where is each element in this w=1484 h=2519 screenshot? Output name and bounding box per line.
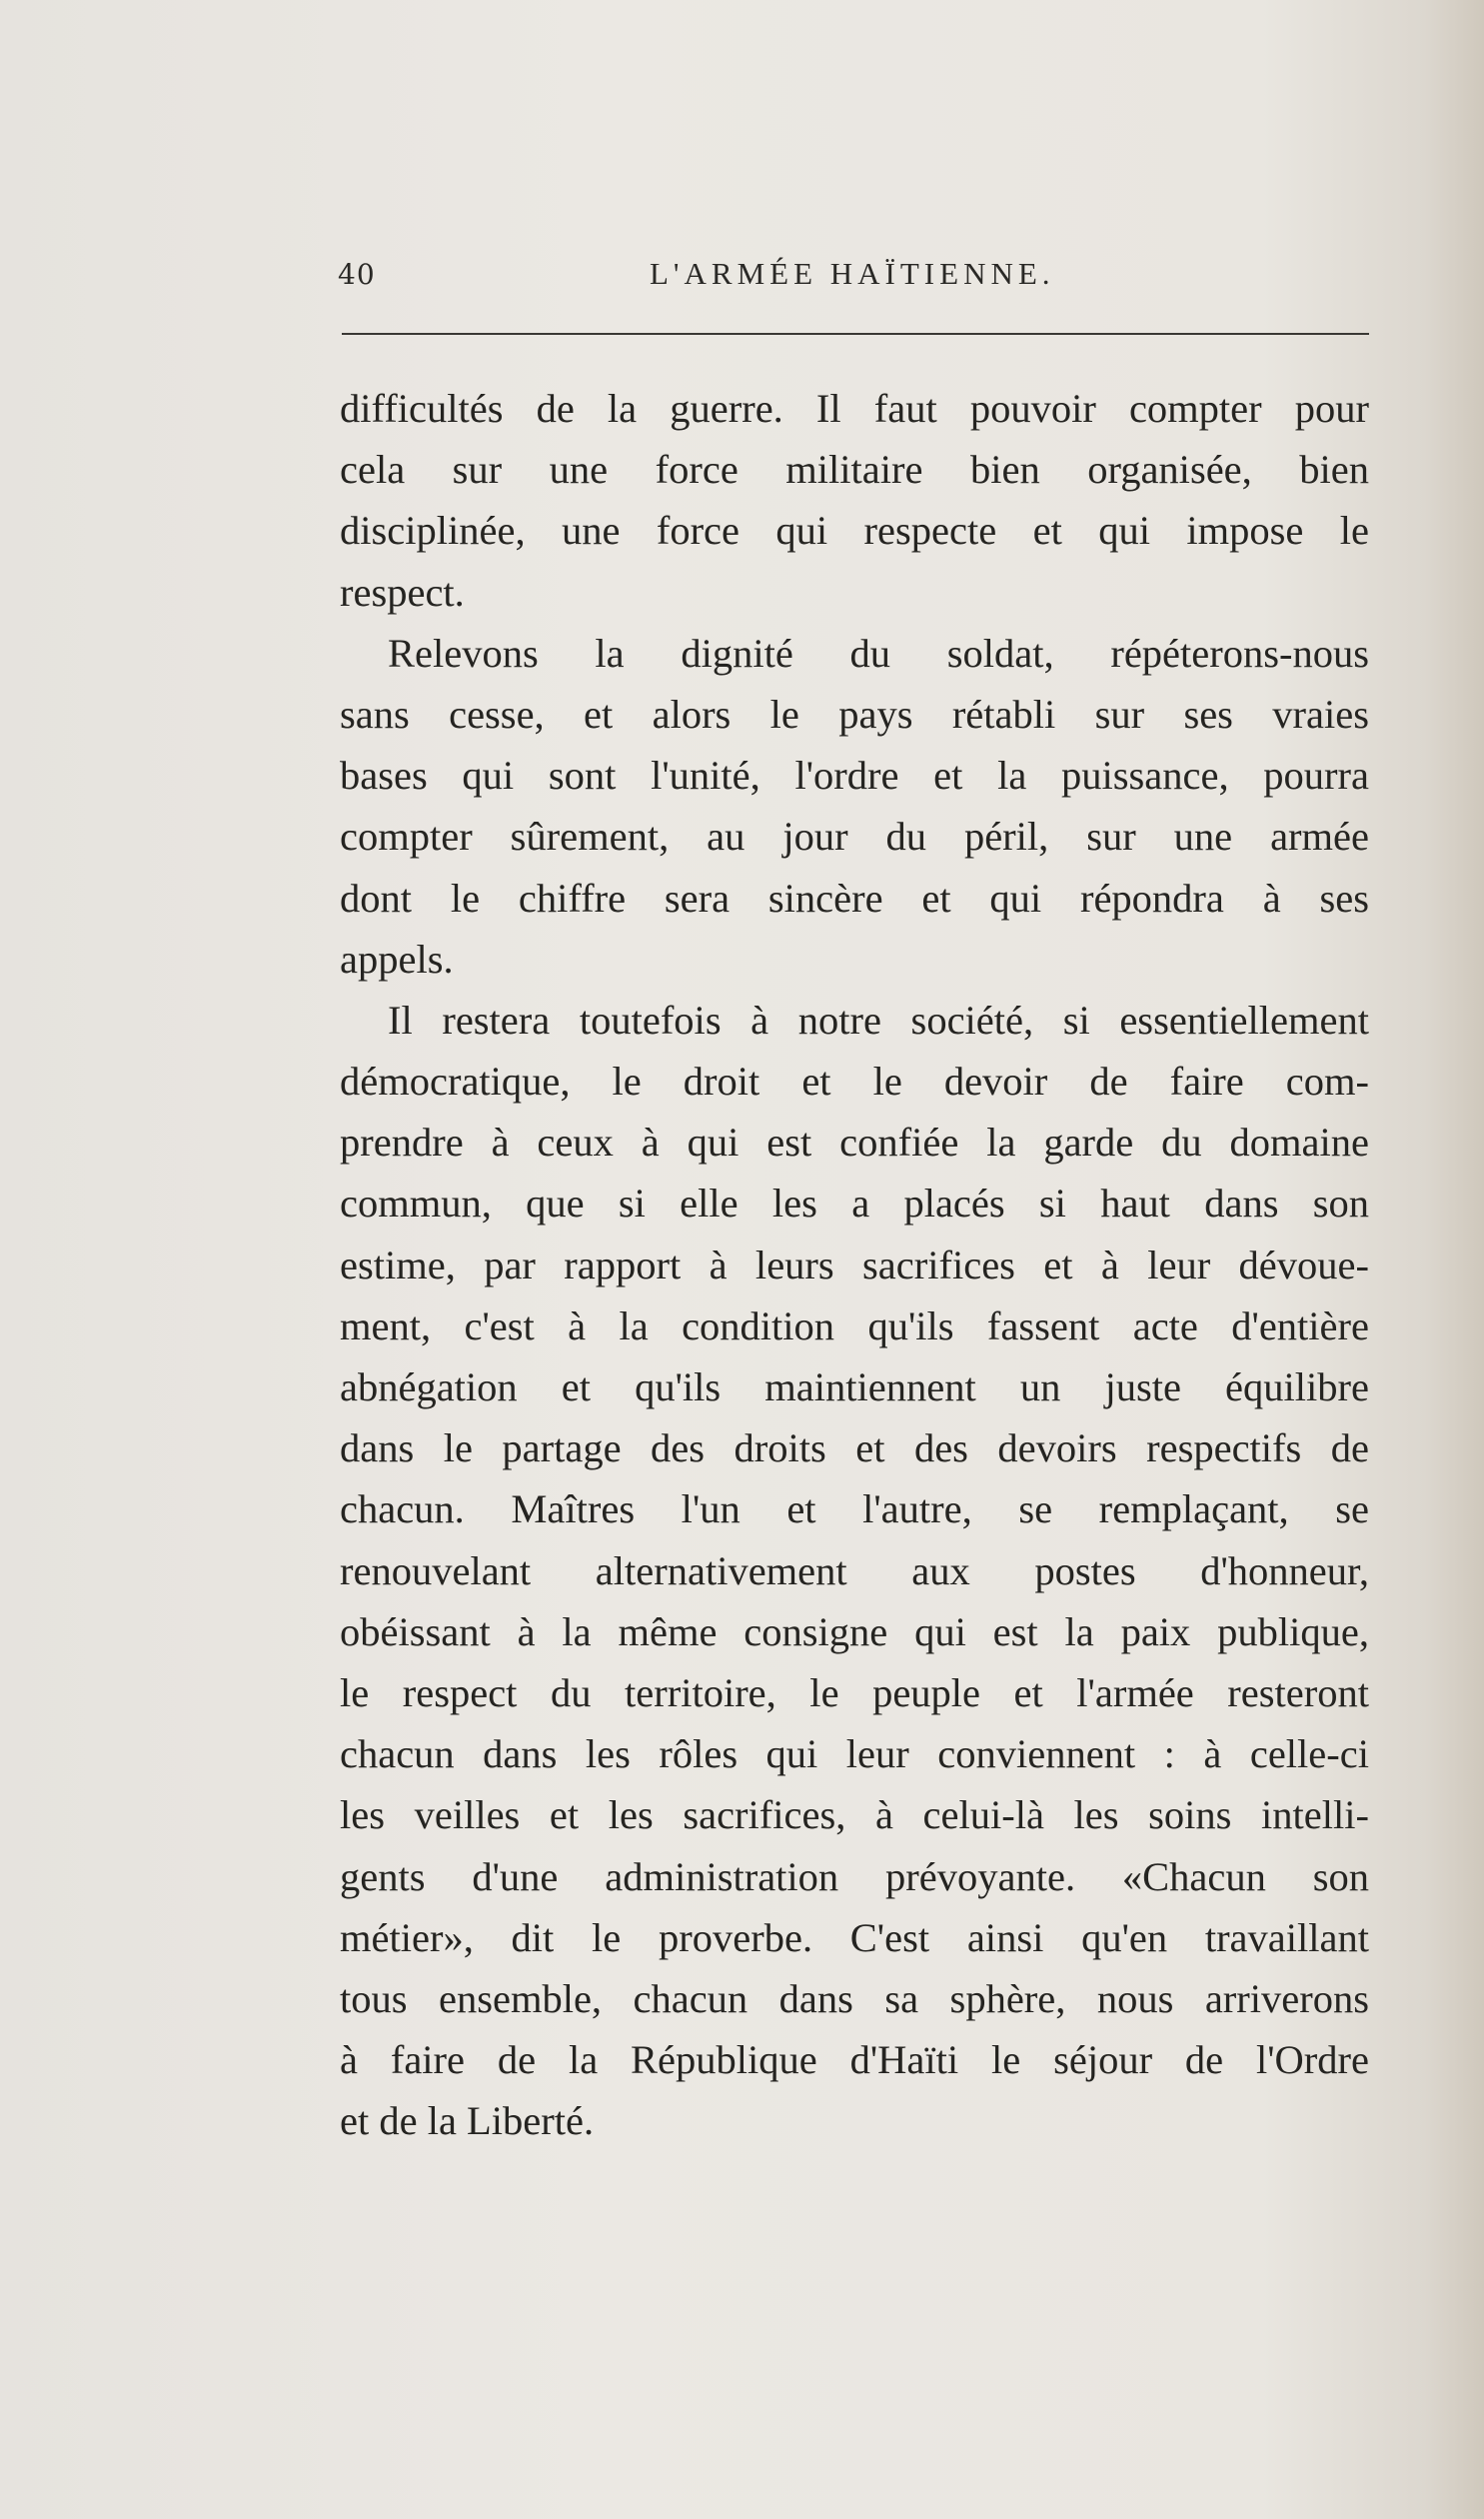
text-line: chacun. Maîtres l'un et l'autre, se remplaçant, se [340,1486,1369,1532]
text-line: dont le chiffre sera sincère et qui répondra à ses [340,875,1369,921]
text-line: gents d'une administration prévoyante. «Chacun son [340,1853,1369,1899]
paragraph-3 [340,990,1369,2152]
page-number: 40 [338,258,376,291]
text-line: et de la Liberté. [340,2098,595,2144]
text-line: renouvelant alternativement aux postes d'honneur, [340,1547,1369,1593]
text-line: estime, par rapport à leurs sacrifices et à leur dévoue- [340,1242,1369,1287]
text-line: commun, que si elle les a placés si haut dans son [340,1181,1369,1227]
text-line: le respect du territoire, le peuple et l'armée resteront [340,1669,1369,1715]
text-line: cela sur une force militaire bien organisée, bien [340,447,1369,493]
paragraph-2 [340,623,1369,990]
text-line: ment, c'est à la condition qu'ils fassent acte d'entière [340,1302,1369,1348]
text-line: abnégation et qu'ils maintiennent un juste équilibre [340,1364,1369,1409]
running-title: L'ARMÉE HAÏTIENNE. [650,256,1055,291]
text-line: les veilles et les sacrifices, à celui-là les soins intelli- [340,1792,1369,1838]
text-line: difficultés de la guerre. Il faut pouvoir compter pour [340,386,1369,431]
text-line: appels. [340,936,454,982]
text-line: prendre à ceux à qui est confiée la garde du domaine [340,1120,1369,1166]
text-line: chacun dans les rôles qui leur conviennent : à celle-ci [340,1731,1369,1777]
text-line: dans le partage des droits et des devoirs respectifs de [340,1425,1369,1471]
text-line: sans cesse, et alors le pays rétabli sur ses vraies [340,691,1369,737]
text-line: Relevons la dignité du soldat, répéterons-nous [388,630,1369,676]
text-line: disciplinée, une force qui respecte et qui impose le [340,508,1369,554]
text-line: à faire de la République d'Haïti le séjour de l'Ordre [340,2037,1369,2083]
text-line: bases qui sont l'unité, l'ordre et la puissance, pourra [340,753,1369,799]
text-line: Il restera toutefois à notre société, si essentiellement [388,997,1369,1043]
text-line: tous ensemble, chacun dans sa sphère, nous arriverons [340,1975,1369,2021]
text-line: démocratique, le droit et le devoir de faire com- [340,1059,1369,1105]
text-line: respect. [340,569,465,615]
text-line: compter sûrement, au jour du péril, sur une armée [340,814,1369,860]
paragraph-1 [340,378,1369,623]
text-line: métier», dit le proverbe. C'est ainsi qu'en travaillant [340,1914,1369,1960]
header-rule [342,333,1369,335]
text-line: obéissant à la même consigne qui est la paix publique, [340,1608,1369,1654]
body-text [340,378,1369,2151]
